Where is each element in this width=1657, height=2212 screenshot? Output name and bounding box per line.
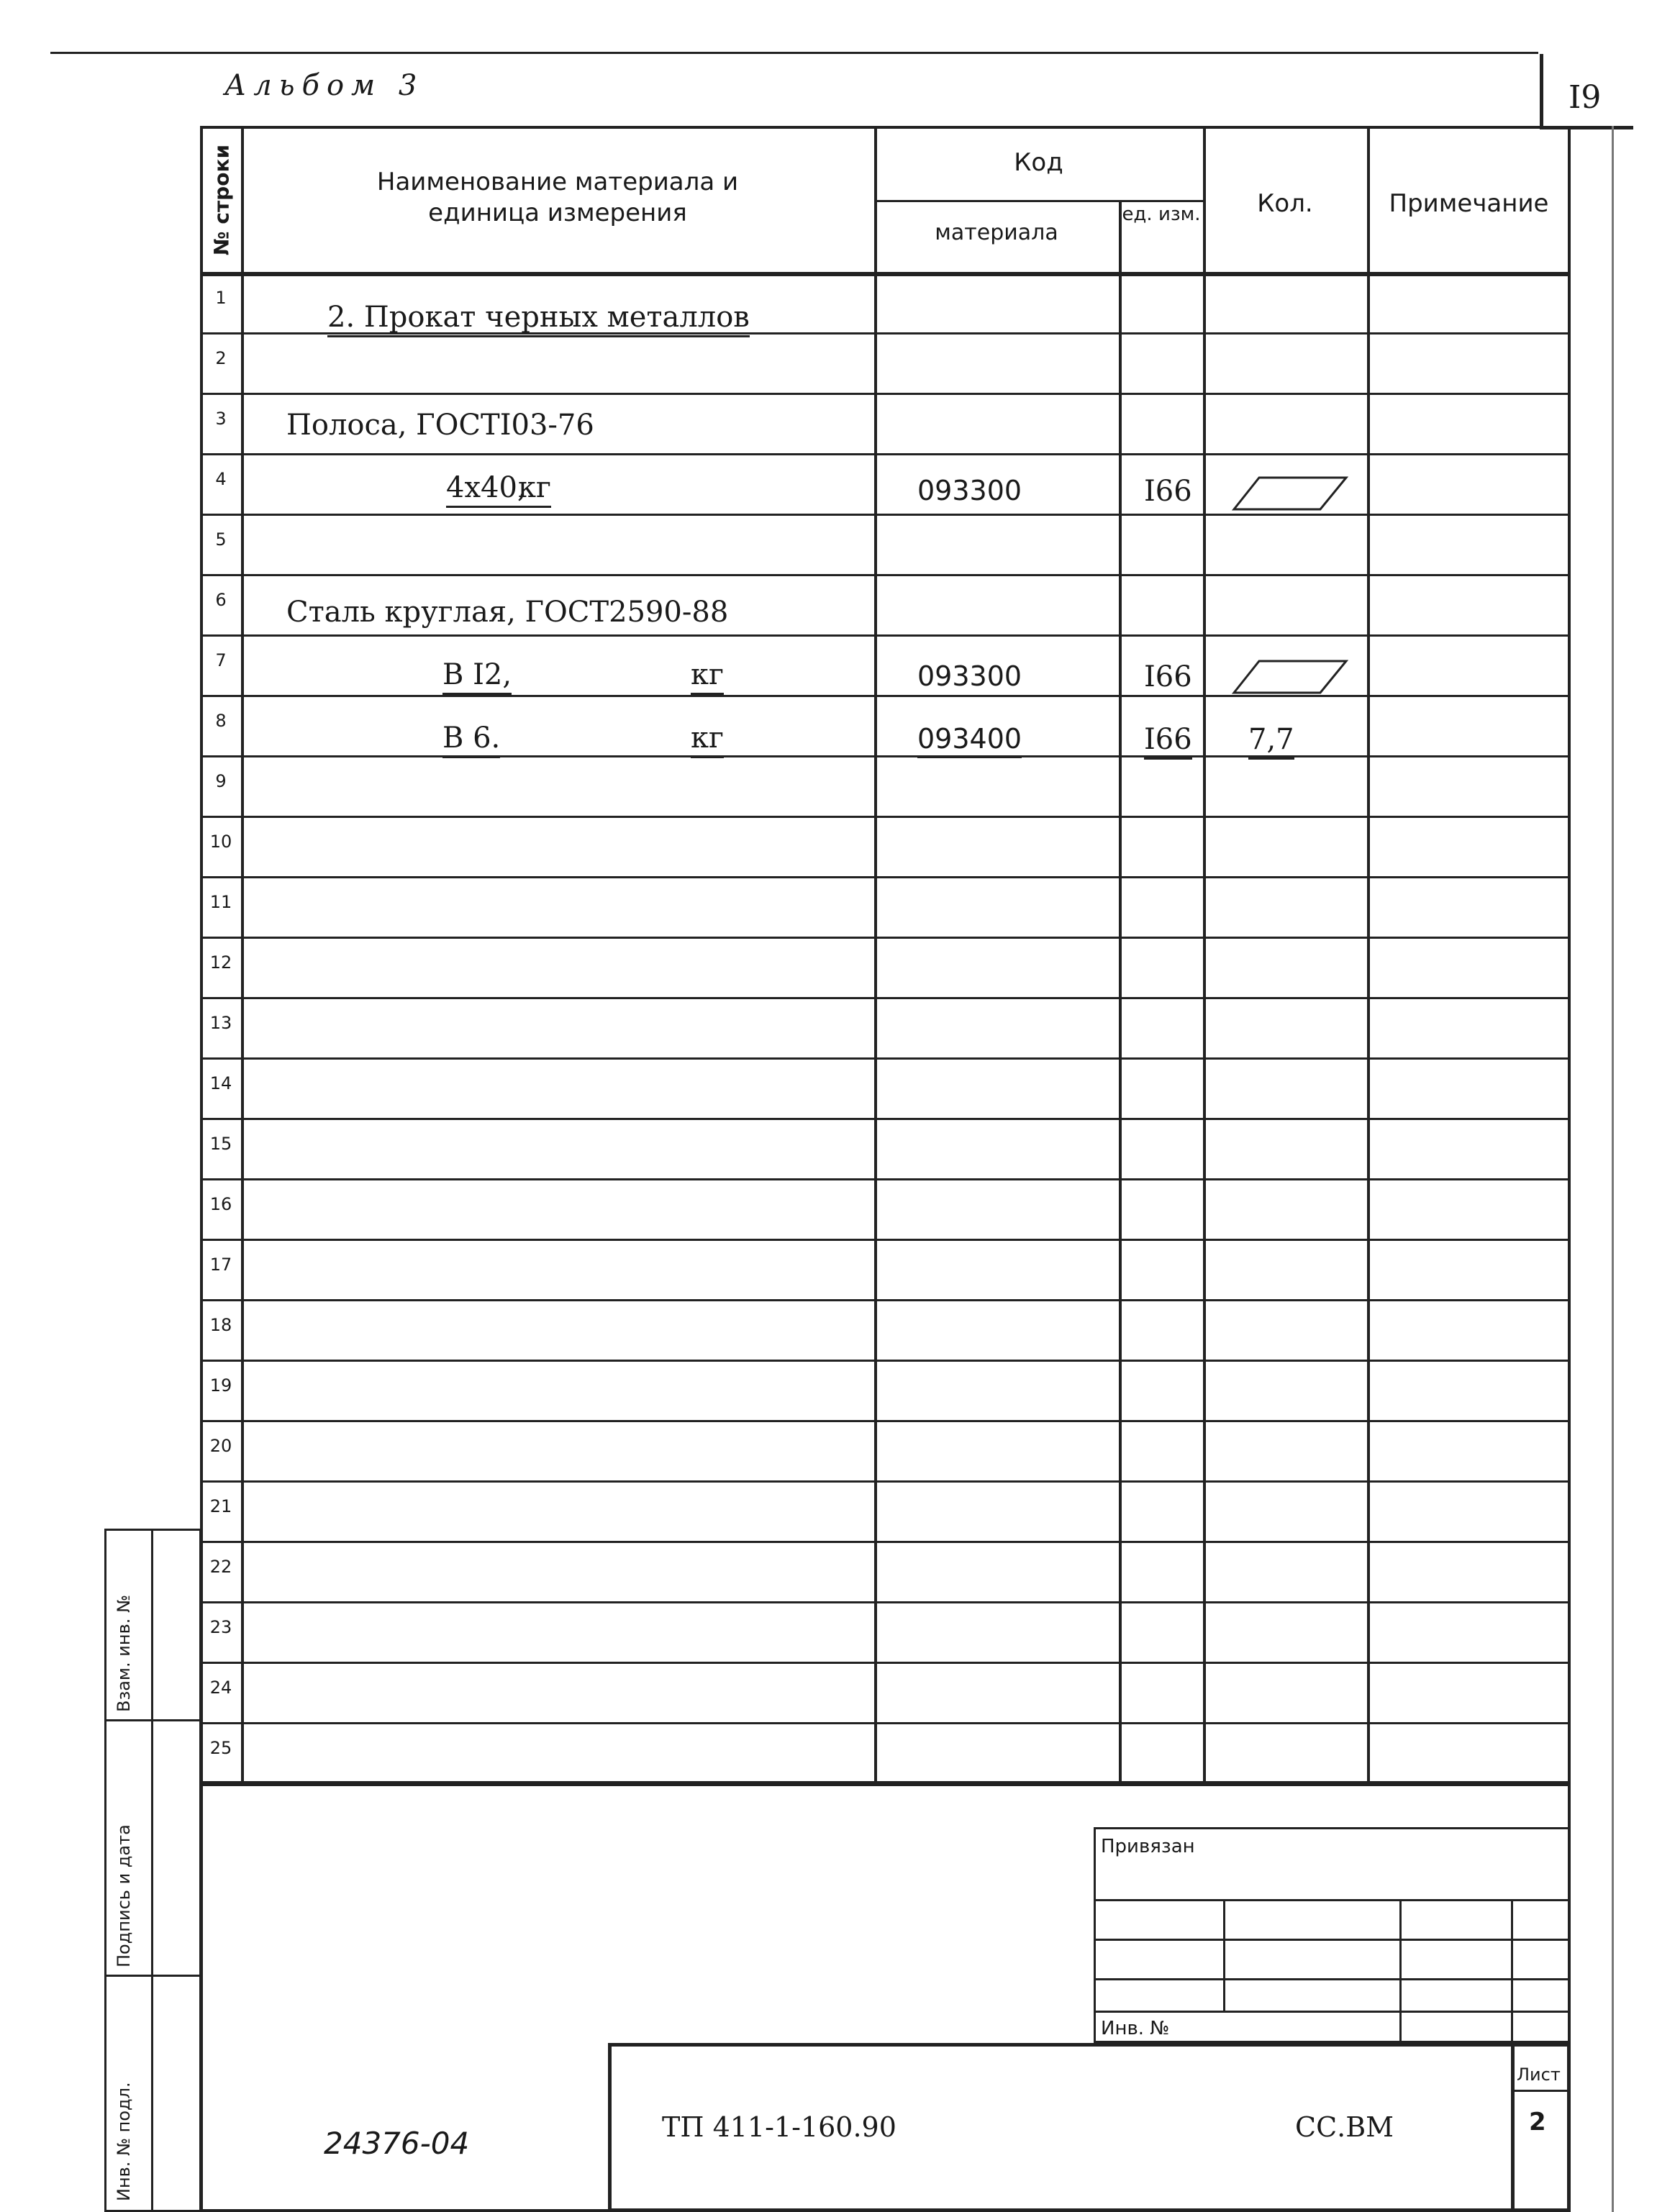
- row3-name: Полоса, ГОСТI03-76: [286, 409, 594, 442]
- row4-unit: I66: [1144, 475, 1192, 508]
- row8-qty: 7,7: [1248, 723, 1294, 760]
- album-label: Альбом 3: [224, 69, 425, 102]
- privyazan-vline-1: [1223, 1899, 1225, 2011]
- row-line-10: [200, 876, 1571, 878]
- row-line-5: [200, 574, 1571, 576]
- row-number: 13: [209, 1013, 232, 1033]
- privyazan-line-3: [1094, 1978, 1571, 1980]
- row-line-20: [200, 1480, 1571, 1483]
- row-line-2: [200, 393, 1571, 395]
- row7-name: В I2,: [442, 658, 512, 695]
- row8-unit: I66: [1144, 723, 1192, 760]
- row7-qty-placeholder-shape: [1212, 658, 1349, 696]
- privyazan-line-1: [1094, 1899, 1571, 1901]
- col-line-rowno: [241, 126, 244, 1784]
- privyazan-vline-3: [1511, 1899, 1513, 2043]
- row-line-14: [200, 1118, 1571, 1120]
- row-number: 18: [209, 1315, 232, 1335]
- row-line-13: [200, 1057, 1571, 1060]
- inv-no-label: Инв. №: [1101, 2018, 1170, 2039]
- privyazan-line-4: [1094, 2011, 1571, 2013]
- row-number: 14: [209, 1073, 232, 1093]
- left-strip-divider: [151, 1529, 153, 2212]
- side-label-inv-podl: Инв. № подл.: [114, 2082, 134, 2201]
- page-number: I9: [1569, 79, 1602, 116]
- row8-code: 093400: [917, 723, 1022, 758]
- doc-code: ТП 411-1-160.90: [662, 2111, 896, 2143]
- row-number: 2: [215, 348, 227, 368]
- handwritten-number: 24376-04: [324, 2126, 470, 2161]
- row-number: 23: [209, 1617, 232, 1637]
- header-subline: [874, 200, 1203, 202]
- side-label-podpis: Подпись и дата: [114, 1824, 134, 1967]
- row-line-23: [200, 1662, 1571, 1664]
- row-line-6: [200, 634, 1571, 637]
- col-line-unit: [1203, 126, 1206, 1784]
- row7-unit: I66: [1144, 660, 1192, 693]
- row-line-9: [200, 816, 1571, 818]
- top-border-line: [50, 52, 1538, 54]
- stamp-list-divider: [1511, 2043, 1515, 2212]
- row4-unit-label: кг: [518, 471, 551, 508]
- row-line-7: [200, 695, 1571, 697]
- list-label: Лист: [1517, 2065, 1561, 2085]
- row-number: 22: [209, 1557, 232, 1577]
- row-number: 9: [215, 771, 227, 791]
- header-qty: Кол.: [1257, 189, 1313, 218]
- list-number: 2: [1529, 2108, 1546, 2136]
- row-number: 7: [215, 650, 227, 670]
- header-code: Код: [1014, 148, 1063, 177]
- row1-name: 2. Прокат черных металлов: [327, 301, 750, 337]
- right-margin-line: [1612, 126, 1614, 2212]
- row-number: 11: [209, 892, 232, 912]
- side-label-vzam: Взам. инв. №: [114, 1595, 134, 1712]
- row-line-17: [200, 1299, 1571, 1301]
- header-bottom-line: [200, 272, 1571, 276]
- row-number: 8: [215, 711, 227, 731]
- row-number: 10: [209, 832, 232, 852]
- row-number: 5: [215, 529, 227, 550]
- stamp-list-line: [1511, 2090, 1571, 2092]
- row-number: 4: [215, 469, 227, 489]
- row-line-4: [200, 514, 1571, 516]
- header-row-number: № строки: [209, 144, 233, 255]
- row-number: 21: [209, 1496, 232, 1516]
- row-line-18: [200, 1360, 1571, 1362]
- row-line-16: [200, 1239, 1571, 1241]
- row7-code: 093300: [917, 660, 1022, 692]
- row4-name: 4х40,: [446, 471, 527, 508]
- spec-table: [200, 126, 1571, 1784]
- row-line-15: [200, 1178, 1571, 1180]
- row-line-3: [200, 453, 1571, 455]
- row-number: 19: [209, 1375, 232, 1396]
- privyazan-label: Привязан: [1101, 1836, 1195, 1857]
- privyazan-line-2: [1094, 1939, 1571, 1941]
- row-line-22: [200, 1601, 1571, 1603]
- header-note: Примечание: [1389, 189, 1549, 218]
- header-name: Наименование материала и единица измерения: [376, 168, 739, 227]
- row-number: 6: [215, 590, 227, 610]
- row-line-11: [200, 937, 1571, 939]
- row-number: 17: [209, 1255, 232, 1275]
- doc-suffix: СС.ВМ: [1295, 2111, 1394, 2143]
- row6-name: Сталь круглая, ГОСТ2590-88: [286, 596, 729, 629]
- header-code-unit: ед. изм.: [1122, 204, 1201, 225]
- row-line-21: [200, 1541, 1571, 1543]
- row7-unit-label: кг: [691, 658, 724, 695]
- row-line-12: [200, 997, 1571, 999]
- col-line-qty: [1367, 126, 1370, 1784]
- col-line-code: [1119, 200, 1122, 1784]
- row8-name: В 6.: [442, 722, 500, 758]
- row-number: 1: [215, 288, 227, 308]
- row4-code: 093300: [917, 475, 1022, 506]
- row8-unit-label: кг: [691, 722, 724, 758]
- row-number: 15: [209, 1134, 232, 1154]
- row-line-24: [200, 1722, 1571, 1724]
- header-code-material: материала: [935, 220, 1058, 245]
- row-number: 24: [209, 1678, 232, 1698]
- row-number: 16: [209, 1194, 232, 1214]
- col-line-name: [874, 126, 877, 1784]
- row-number: 3: [215, 409, 227, 429]
- row-line-8: [200, 755, 1571, 757]
- row4-qty-placeholder-shape: [1212, 475, 1349, 512]
- row-number: 12: [209, 952, 232, 973]
- row-number: 25: [209, 1738, 232, 1758]
- privyazan-vline-2: [1399, 1899, 1402, 2043]
- row-line-19: [200, 1420, 1571, 1422]
- row-number: 20: [209, 1436, 232, 1456]
